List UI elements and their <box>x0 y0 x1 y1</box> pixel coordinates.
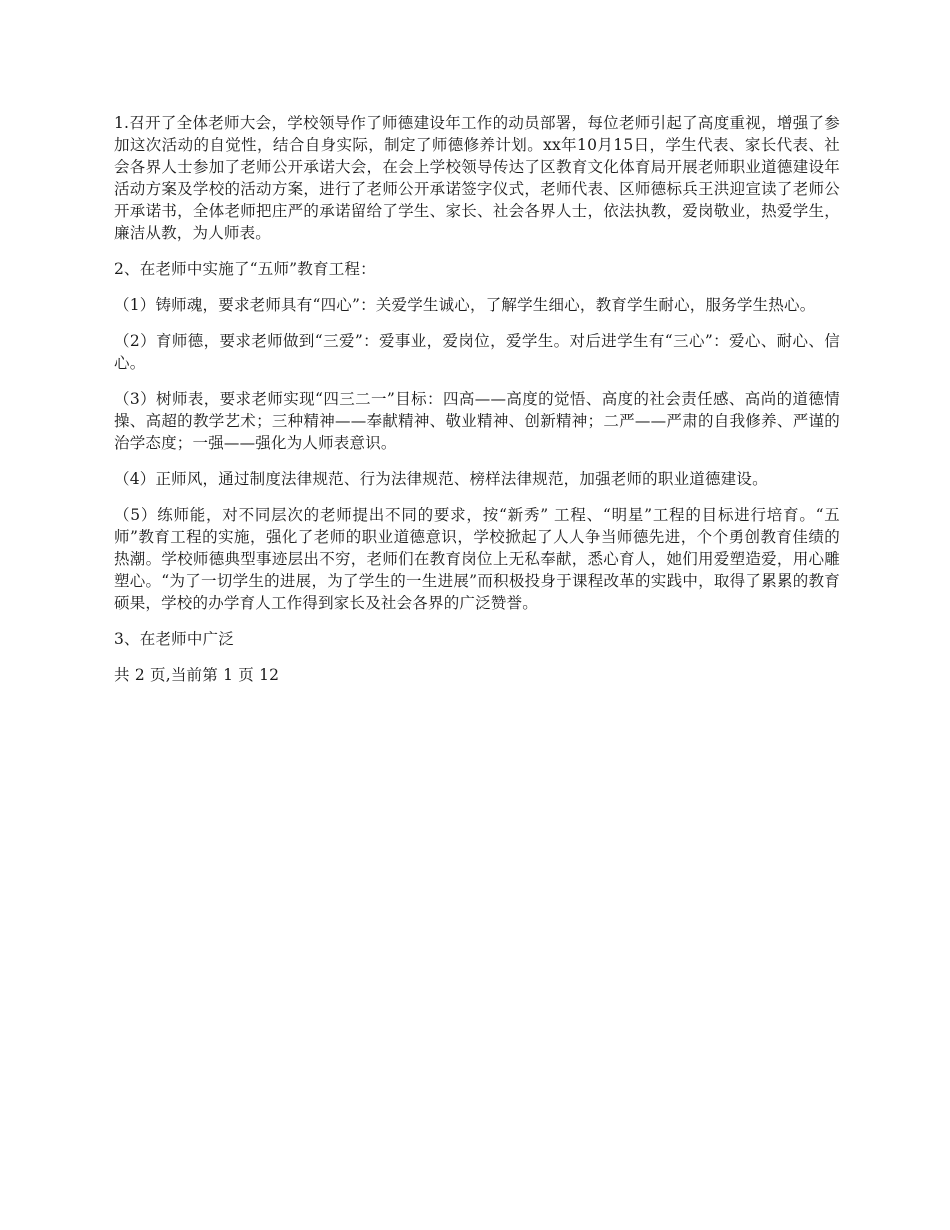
paragraph-5: （3）树师表，要求老师实现“四三二一”目标：四高——高度的觉悟、高度的社会责任感、高尚的道德情操、高超的教学艺术；三种精神——奉献精神、敬业精神、创新精神；二严——严肃的自我修养、严谨的治学态度；一强——强化为人师表意识。 <box>114 390 840 452</box>
page-info: 共 2 页,当前第 1 页 12 <box>114 666 280 684</box>
paragraph-7: （5）练师能，对不同层次的老师提出不同的要求，按“新秀” 工程、“明星”工程的目标进行培育。“五师”教育工程的实施，强化了老师的职业道德意识，学校掀起了人人争当师德先进，个个勇创教育佳绩的热潮。学校师德典型事迹层出不穷，老师们在教育岗位上无私奉献，悉心育人，她们用爱塑造爱，用心雕塑心。“为了一切学生的进展，为了学生的一生进展”而积极投身于课程改革的实践中，取得了累累的教育硕果，学校的办学育人工作得到家长及社会各界的广泛赞誉。 <box>114 506 840 612</box>
document-body <box>114 112 840 686</box>
paragraph-3: （1）铸师魂，要求老师具有“四心”：关爱学生诚心，了解学生细心，教育学生耐心，服务学生热心。 <box>114 296 816 314</box>
paragraph-6: （4）正师风，通过制度法律规范、行为法律规范、榜样法律规范，加强老师的职业道德建设。 <box>114 470 768 488</box>
paragraph-1: 1.召开了全体老师大会，学校领导作了师德建设年工作的动员部署，每位老师引起了高度重视，增强了参加这次活动的自觉性，结合自身实际，制定了师德修养计划。xx年10月15日，学生代表、家长代表、社会各界人士参加了老师公开承诺大会，在会上学校领导传达了区教育文化体育局开展老师职业道德建设年活动方案及学校的活动方案，进行了老师公开承诺签字仪式，老师代表、区师德标兵王洪迎宣读了老师公开承诺书，全体老师把庄严的承诺留给了学生、家长、社会各界人士，依法执教，爱岗敬业，热爱学生，廉洁从教，为人师表。 <box>114 114 840 242</box>
paragraph-4: （2）育师德，要求老师做到“三爱”：爱事业，爱岗位，爱学生。对后进学生有“三心”：爱心、耐心、信心。 <box>114 332 840 372</box>
paragraph-8: 3、在老师中广泛 <box>114 630 234 648</box>
paragraph-2: 2、在老师中实施了“五师”教育工程： <box>114 260 376 278</box>
